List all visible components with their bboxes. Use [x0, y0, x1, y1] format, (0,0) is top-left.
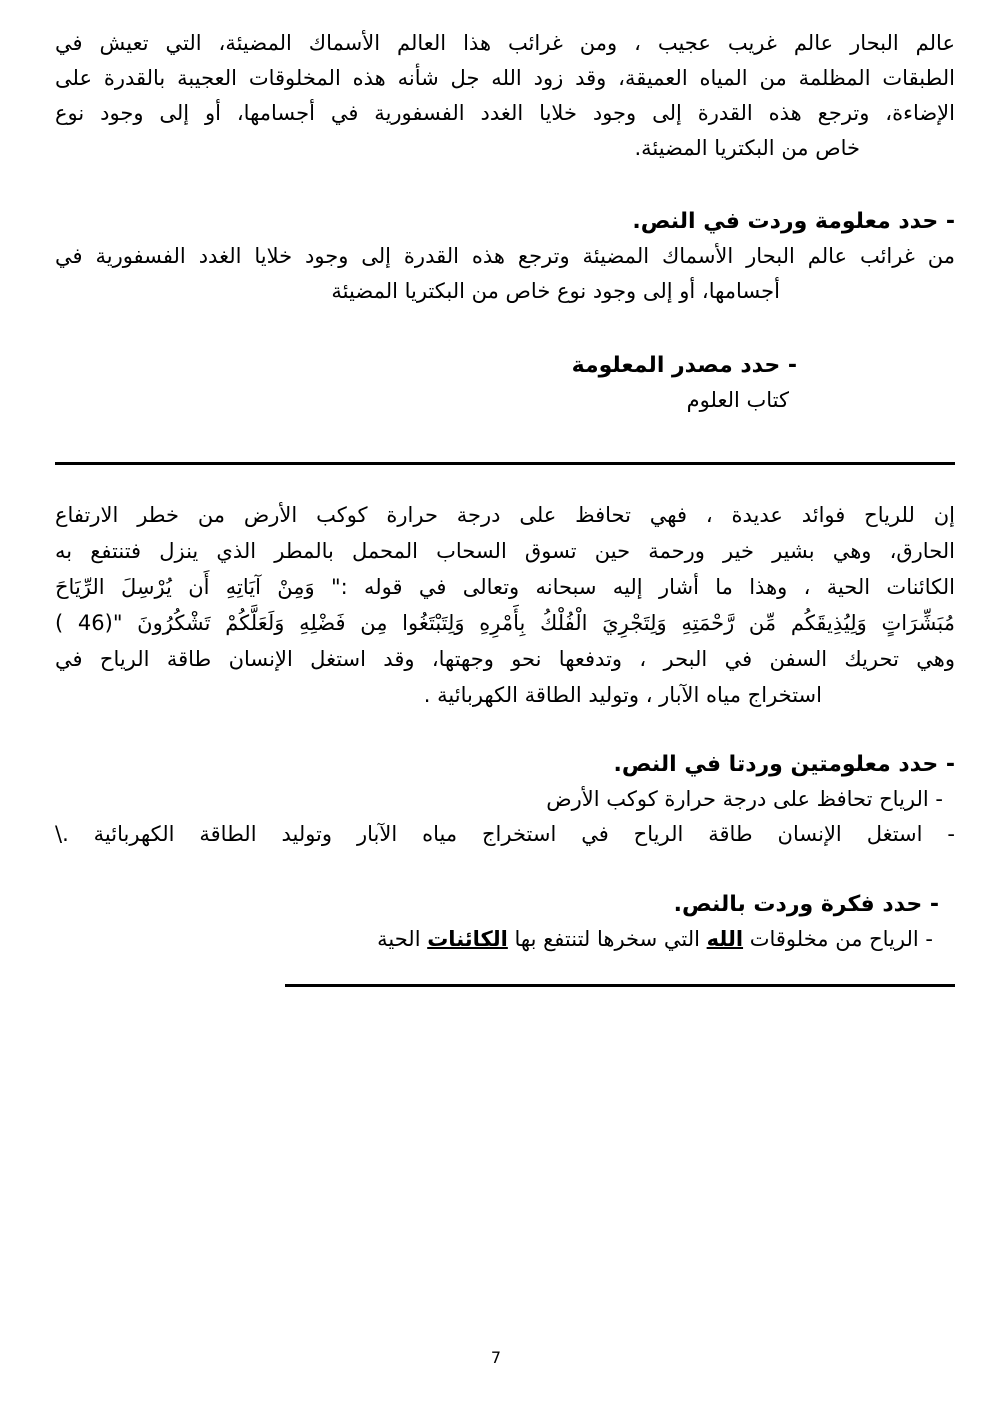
answer-idea-emphasis-creatures: الكائنات	[427, 927, 508, 951]
answer-idea-text: التي سخرها لتنتفع بها	[507, 927, 707, 951]
section-divider-rule	[55, 462, 955, 465]
answer-idea-text: - الرياح من مخلوقات	[743, 927, 933, 951]
answer-bullet: - استغل الإنسان طاقة الرياح في استخراج مياه الآبار وتوليد الطاقة الكهربائية .\	[55, 822, 955, 846]
wind-paragraph-line: إن للرياح فوائد عديدة ، فهي تحافظ على درجة حرارة كوكب الأرض من خطر الارتفاع	[55, 503, 955, 527]
wind-paragraph-line: استخراج مياه الآبار ، وتوليد الطاقة الكهربائية .	[423, 683, 822, 707]
question-heading-info: - حدد معلومة وردت في النص.	[632, 209, 955, 234]
bottom-divider-rule	[285, 984, 955, 987]
answer-idea-text: الحية	[377, 927, 428, 951]
answer-info	[55, 239, 955, 309]
fish-paragraph-line: الإضاءة، وترجع هذه القدرة إلى وجود خلايا الغدد الفسفورية في أجسامها، أو إلى وجود نوع	[55, 101, 955, 125]
answer-bullet: - الرياح تحافظ على درجة حرارة كوكب الأرض	[546, 787, 943, 811]
wind-paragraph	[55, 497, 955, 713]
question-heading-two-info: - حدد معلومتين وردتا في النص.	[613, 752, 955, 777]
wind-paragraph-line: وهي تحريك السفن في البحر ، وتدفعها نحو وجهتها، وقد استغل الإنسان طاقة الرياح في	[55, 647, 955, 671]
answer-info-line: من غرائب عالم البحار الأسماك المضيئة وترجع هذه القدرة إلى وجود خلايا الغدد الفسفورية في	[55, 244, 955, 268]
wind-paragraph-line: الكائنات الحية ، وهذا ما أشار إليه سبحانه وتعالى في قوله :" وَمِنْ آيَاتِهِ أَن يُرْسِلَ الرِّيَاحَ	[55, 575, 955, 599]
answer-two-info	[55, 782, 955, 852]
fish-paragraph	[55, 26, 955, 166]
fish-paragraph-line: عالم البحار عالم غريب عجيب ، ومن غرائب هذا العالم الأسماك المضيئة، التي تعيش في	[55, 31, 955, 55]
fish-paragraph-line: الطبقات المظلمة من المياه العميقة، وقد زود الله جل شأنه هذه المخلوقات العجيبة بالقدرة على	[55, 66, 955, 90]
answer-info-line: أجسامها، أو إلى وجود نوع خاص من البكتريا المضيئة	[331, 279, 780, 303]
question-heading-source: - حدد مصدر المعلومة	[571, 353, 797, 378]
answer-idea-emphasis-allah: الله	[706, 927, 744, 951]
answer-source: كتاب العلوم	[686, 388, 789, 412]
answer-idea	[55, 922, 955, 957]
fish-paragraph-line: خاص من البكتريا المضيئة.	[634, 136, 860, 160]
wind-paragraph-line: الحارق، وهي بشير خير ورحمة حين تسوق السحاب المحمل بالمطر الذي ينزل فتنتفع به	[55, 539, 955, 563]
question-heading-idea: - حدد فكرة وردت بالنص.	[673, 892, 939, 917]
quran-verse-line: مُبَشِّرَاتٍ وَلِيُذِيقَكُم مِّن رَّحْمَتِهِ وَلِتَجْرِيَ الْفُلْكُ بِأَمْرِهِ وَلِتَبْتَغُوا مِن فَضْلِهِ وَلَعَلَّكُمْ تَشْكُرُونَ "(46 )	[55, 611, 955, 635]
page-number: 7	[490, 1348, 502, 1367]
